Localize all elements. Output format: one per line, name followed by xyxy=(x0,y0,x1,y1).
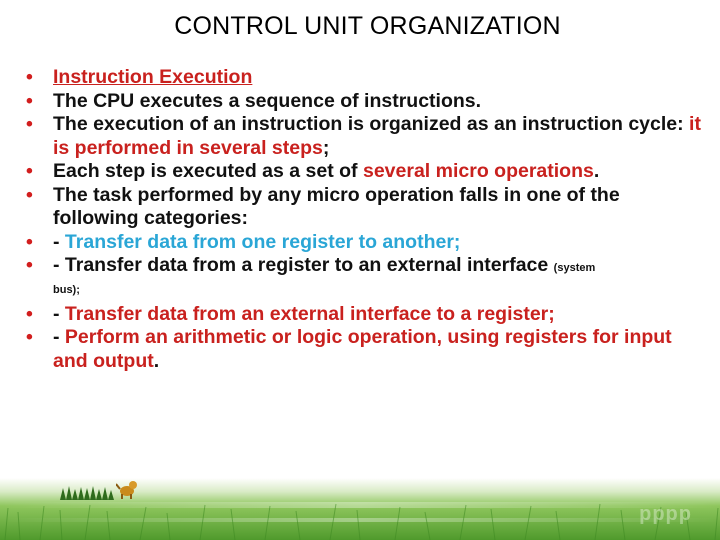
bullet-text-highlight: Transfer data from an external interface to a register; xyxy=(64,302,555,325)
bullet-item-8 xyxy=(26,326,706,373)
bullet-item-6 xyxy=(26,254,706,297)
footer-watermark: pppp xyxy=(639,503,692,525)
bullet-text-highlight: Transfer data from one register to another; xyxy=(64,230,461,253)
bullet-item-2 xyxy=(26,113,706,160)
bullet-list xyxy=(26,66,706,373)
dog-icon xyxy=(116,478,138,500)
bullet-icon: • xyxy=(26,326,33,348)
bullet-item-3 xyxy=(26,160,706,184)
bullet-item-0 xyxy=(26,66,706,90)
bullet-item-5 xyxy=(26,231,706,255)
bullet-icon: • xyxy=(26,230,33,253)
bullet-text: The task performed by any micro operation falls in one of the following categories: xyxy=(53,183,620,229)
bullet-text: Instruction Execution xyxy=(53,66,253,88)
bullet-icon: • xyxy=(26,89,33,112)
bullet-icon: • xyxy=(26,183,33,206)
bullet-text-highlight: Perform an arithmetic or logic operation, using registers for input and output xyxy=(53,326,672,372)
bullet-text-highlight: several micro operations xyxy=(362,160,594,182)
bullet-icon: • xyxy=(26,113,33,135)
bullet-text: The CPU executes a sequence of instructions. xyxy=(53,89,482,112)
slide-title: CONTROL UNIT ORGANIZATION xyxy=(174,12,561,40)
bullet-text: The execution of an instruction is organized as an instruction cycle: xyxy=(53,113,690,135)
bullet-text-highlight: it is performed in several steps xyxy=(53,113,701,159)
bullet-text: Each step is executed as a set of xyxy=(53,160,363,182)
bullet-icon: • xyxy=(26,302,33,325)
grass-footer xyxy=(0,478,720,540)
bullet-text: . xyxy=(593,160,600,182)
bullet-note-continued: bus); xyxy=(53,283,80,296)
bullet-text: - Transfer data from a register to an external interface xyxy=(53,254,554,276)
bullet-text: ; xyxy=(322,136,330,159)
tree-row-icon xyxy=(58,482,114,500)
bullet-item-1 xyxy=(26,90,706,114)
bullet-text: - xyxy=(53,230,65,253)
bullet-item-7 xyxy=(26,303,706,327)
bullet-icon: • xyxy=(26,66,33,88)
bullet-text: - xyxy=(53,302,65,325)
bullet-text: - xyxy=(53,326,65,348)
bullet-icon: • xyxy=(26,160,33,182)
bullet-note: (system xyxy=(553,262,596,274)
bullet-item-4 xyxy=(26,184,706,231)
bullet-icon: • xyxy=(26,254,33,276)
bullet-text: . xyxy=(153,349,160,372)
